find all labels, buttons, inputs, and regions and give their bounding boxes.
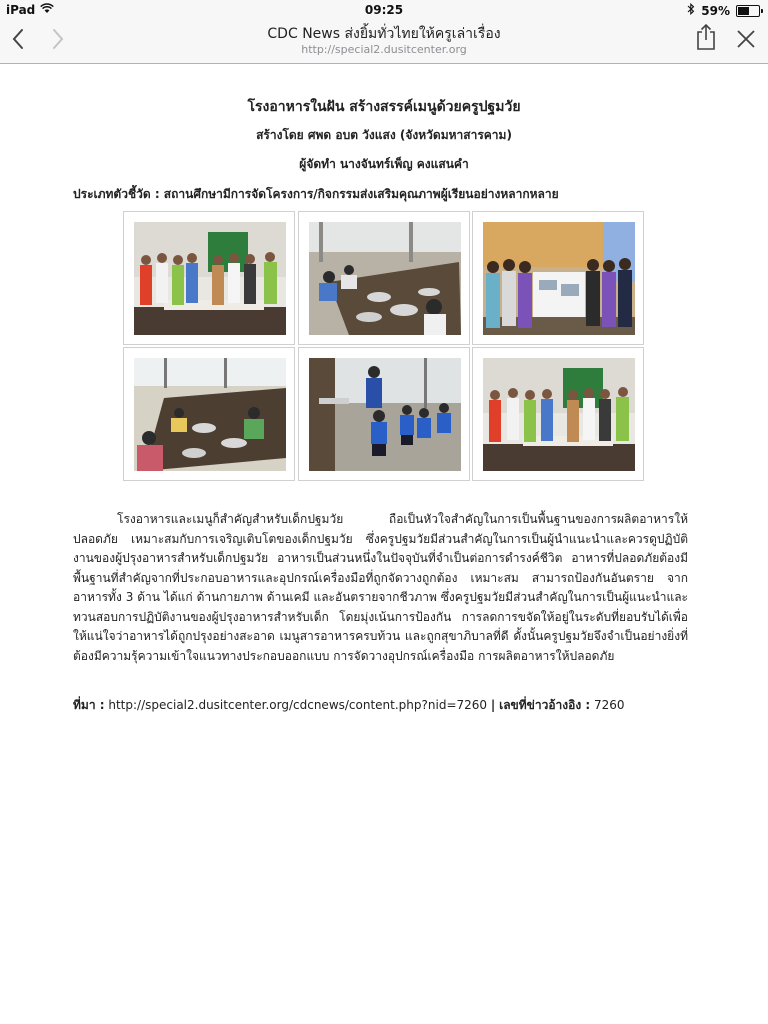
share-icon <box>694 23 718 55</box>
reference-number: 7260 <box>594 698 625 712</box>
photo-staff-aprons <box>134 222 286 335</box>
status-bar <box>0 0 768 20</box>
photo-children-queue <box>309 358 461 471</box>
photo-teachers-poster <box>483 222 635 335</box>
source-separator: | <box>490 698 496 712</box>
photo-thumb-3[interactable] <box>472 211 644 345</box>
close-icon <box>736 29 756 53</box>
browser-nav-bar <box>0 20 768 64</box>
article-source <box>73 696 625 715</box>
article-author: สร้างโดย ศพด อบต วังแสง (จังหวัดมหาสารคาม) <box>256 128 512 142</box>
article-category: ประเภทตัวชี้วัด : สถานศึกษามีการจัดโครงการ/กิจกรรมส่งเสริมคุณภาพผู้เรียนอย่างหลากหลาย <box>73 187 559 201</box>
battery-percent: 59% <box>701 3 730 18</box>
page-url[interactable]: http://special2.dusitcenter.org <box>301 43 467 56</box>
article-producer: ผู้จัดทำ นางจันทร์เพ็ญ คงแสนคำ <box>299 157 469 171</box>
photo-gallery <box>123 211 645 483</box>
photo-staff-aprons-2 <box>483 358 635 471</box>
bluetooth-icon <box>687 3 695 18</box>
article-body <box>73 510 688 666</box>
article-title: โรงอาหารในฝัน สร้างสรรค์เมนูด้วยครูปฐมวัย <box>247 99 521 115</box>
photo-thumb-6[interactable] <box>472 347 644 481</box>
source-label: ที่มา : <box>73 698 105 712</box>
photo-thumb-4[interactable] <box>123 347 295 481</box>
source-link[interactable]: http://special2.dusitcenter.org/cdcnews/content.php?nid=7260 <box>108 698 488 712</box>
device-label: iPad <box>6 3 36 17</box>
status-time: 09:25 <box>364 3 404 17</box>
status-right <box>687 3 760 18</box>
share-button[interactable] <box>694 27 718 51</box>
photo-thumb-5[interactable] <box>298 347 470 481</box>
reference-label: เลขที่ข่าวอ้างอิง : <box>499 698 591 712</box>
page-title: CDC News ส่งยิ้มทั่วไทยให้ครูเล่าเรื่อง <box>267 26 501 42</box>
article-body-text: โรงอาหารและเมนูก็สำคัญสำหรับเด็กปฐมวัย ถือเป็นหัวใจสำคัญในการเป็นพื้นฐานของการผลิตอาหารให้ปลอดภัย เหมาะสมกับการเจริญเติบโตของเด็กปฐมวัย ซึ่งครูปฐมวัยมีส่วนสำคัญในการเป็นผู้นำแนะนำและควรดูปฏิบัติงานของผู้ปรุงอาหารสำหรับเด็กปฐมวัย อาหารเป็นส่วนหนึ่งในปัจจุบันที่จำเป็นต่อการดำรงค์ชีวิต อาหารที่ปลอดภัยต้องมีพื้นฐานที่สำคัญจากที่ประกอบอาหารและอุปกรณ์เครื่องมือที่ถูกจัดวางถูกต้อง เหมาะสม สามารถป้องกันอันตราย จากอาหารทั้ง 3 ด้าน ได้แก่ ด้านกายภาพ ด้านเคมี และอันตรายจากชีวภาพ ซึ่งครูปฐมวัยมีส่วนสำคัญในการเป็นผู้แนะนำและทวนสอบการปฏิบัติงานของผู้ปรุงอาหารสำหรับเด็ก โดยมุ่งเน้นการป้องกัน การลดการขจัดให้อยู่ในระดับที่ยอบรับได้เพื่อให้แน่ใจว่าอาหารได้ถูกปรุงอย่างสะอาด เมนูสารอาหารครบท้วน และถูกสุขาภิบาลที่ดี ดั้งนั้นครูปฐมวัยจึงจำเป็นอย่างยิ่งที่ต้องมีความรุ้ความเข้าใจแนวทางประกอบออกแบบ การจัดวางอุปกรณ์เครื่องมือ การผลิตอาหารให้ปลอดภัย <box>73 512 688 663</box>
close-button[interactable] <box>734 29 758 53</box>
photo-thumb-2[interactable] <box>298 211 470 345</box>
photo-children-eating <box>309 222 461 335</box>
photo-thumb-1[interactable] <box>123 211 295 345</box>
battery-icon <box>736 5 760 17</box>
photo-canteen-tables <box>134 358 286 471</box>
